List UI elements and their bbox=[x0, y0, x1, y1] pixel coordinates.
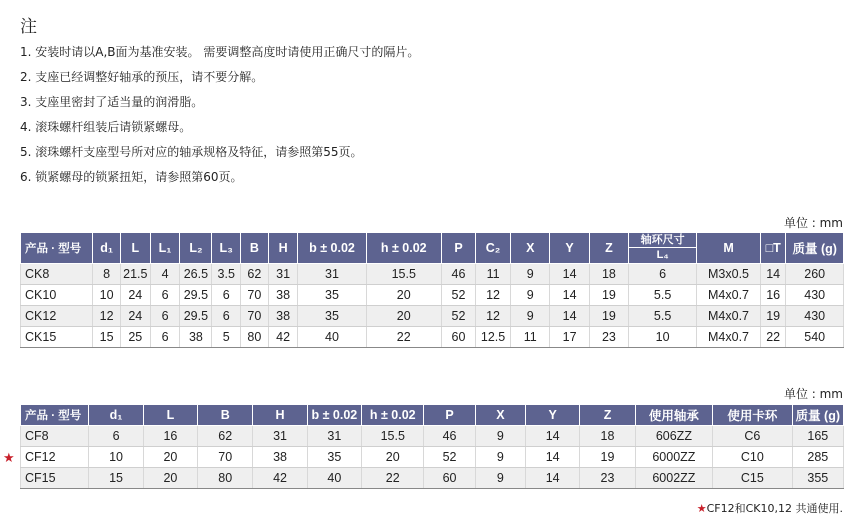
column-header: Y bbox=[526, 405, 580, 426]
column-header: L bbox=[143, 405, 197, 426]
model-cell: CF12 bbox=[21, 447, 89, 468]
table2-unit-label: 单位 : mm bbox=[783, 387, 843, 401]
note-item: 2. 支座已经调整好轴承的预压，请不要分解。 bbox=[20, 70, 264, 84]
table-cell: 9 bbox=[475, 426, 525, 447]
table-cell: 35 bbox=[298, 285, 366, 306]
table-cell: 16 bbox=[760, 285, 786, 306]
table-cell: 31 bbox=[298, 264, 366, 285]
column-header: Y bbox=[550, 233, 589, 264]
table-cell: 10 bbox=[93, 285, 121, 306]
table-cell: 22 bbox=[760, 327, 786, 348]
table-cell: 20 bbox=[143, 447, 197, 468]
table-cell: 62 bbox=[198, 426, 253, 447]
table-cell: 19 bbox=[760, 306, 786, 327]
table-cell: 22 bbox=[366, 327, 441, 348]
table-cell: 260 bbox=[786, 264, 844, 285]
model-cell: CK15 bbox=[21, 327, 93, 348]
table-cell: 5.5 bbox=[629, 285, 697, 306]
table-cell: 23 bbox=[589, 327, 628, 348]
column-header: 使用轴承 bbox=[635, 405, 712, 426]
column-header: X bbox=[511, 233, 550, 264]
column-header: Z bbox=[589, 233, 628, 264]
column-header-group-label: 轴环尺寸 bbox=[629, 233, 696, 248]
column-header: 质量 (g) bbox=[792, 405, 843, 426]
table-cell: 18 bbox=[580, 426, 635, 447]
table-cell: 52 bbox=[424, 447, 475, 468]
table-cell: C6 bbox=[713, 426, 792, 447]
table-cell: 14 bbox=[550, 306, 589, 327]
table-cell: 31 bbox=[268, 264, 298, 285]
table-cell: 14 bbox=[550, 264, 589, 285]
table-cell: 4 bbox=[150, 264, 180, 285]
column-header: X bbox=[475, 405, 525, 426]
table-cell: 9 bbox=[511, 306, 550, 327]
table-cell: 40 bbox=[298, 327, 366, 348]
note-item: 3. 支座里密封了适当量的润滑脂。 bbox=[20, 95, 204, 109]
model-cell: CK12 bbox=[21, 306, 93, 327]
table-cell: 52 bbox=[442, 306, 476, 327]
table-cell: 26.5 bbox=[180, 264, 212, 285]
table-cell: 15 bbox=[89, 468, 143, 489]
table-cell: 9 bbox=[511, 285, 550, 306]
table-cell: 52 bbox=[442, 285, 476, 306]
table-cell: 14 bbox=[526, 426, 580, 447]
table-cell: 6 bbox=[212, 306, 241, 327]
table-cell: 60 bbox=[424, 468, 475, 489]
table-cell: 606ZZ bbox=[635, 426, 712, 447]
table-cell: 70 bbox=[241, 306, 269, 327]
table-header-row bbox=[21, 405, 844, 426]
table-cell: 12 bbox=[476, 285, 511, 306]
column-header: P bbox=[442, 233, 476, 264]
column-header: b ± 0.02 bbox=[298, 233, 366, 264]
table-cell: 40 bbox=[307, 468, 361, 489]
column-header: B bbox=[198, 405, 253, 426]
note-item: 4. 滚珠螺杆组装后请锁紧螺母。 bbox=[20, 120, 192, 134]
table-cell: 14 bbox=[526, 447, 580, 468]
table-cell: 20 bbox=[366, 306, 441, 327]
table-cell: 430 bbox=[786, 306, 844, 327]
table-cell: 20 bbox=[143, 468, 197, 489]
table-cell: 3.5 bbox=[212, 264, 241, 285]
table-cell: 11 bbox=[476, 264, 511, 285]
table-cell: 31 bbox=[307, 426, 361, 447]
table-cell: 12 bbox=[93, 306, 121, 327]
table-row bbox=[21, 264, 844, 285]
table-cell: 38 bbox=[268, 306, 298, 327]
column-header: L₃ bbox=[212, 233, 241, 264]
ck-spec-table bbox=[20, 232, 844, 348]
column-header: □T bbox=[760, 233, 786, 264]
table-cell: 16 bbox=[143, 426, 197, 447]
table-cell: 6 bbox=[150, 285, 180, 306]
table-cell: 29.5 bbox=[180, 306, 212, 327]
column-header: M bbox=[697, 233, 761, 264]
table-cell: 430 bbox=[786, 285, 844, 306]
table-cell: 20 bbox=[366, 285, 441, 306]
table-cell: 5 bbox=[212, 327, 241, 348]
note-item: 5. 滚珠螺杆支座型号所对应的轴承规格及特征，请参照第55页。 bbox=[20, 145, 363, 159]
table-cell: M4x0.7 bbox=[697, 327, 761, 348]
column-header: d₁ bbox=[93, 233, 121, 264]
table-cell: 35 bbox=[298, 306, 366, 327]
column-header: H bbox=[268, 233, 298, 264]
table-cell: 19 bbox=[589, 306, 628, 327]
column-header: d₁ bbox=[89, 405, 143, 426]
table-cell: C15 bbox=[713, 468, 792, 489]
table-cell: 11 bbox=[511, 327, 550, 348]
table-cell: 17 bbox=[550, 327, 589, 348]
table-row bbox=[21, 447, 844, 468]
note-item: 1. 安装时请以A,B面为基准安装。 需要调整高度时请使用正确尺寸的隔片。 bbox=[20, 45, 420, 59]
table-cell: 6 bbox=[212, 285, 241, 306]
table-cell: 29.5 bbox=[180, 285, 212, 306]
table-cell: M4x0.7 bbox=[697, 306, 761, 327]
table-cell: 12 bbox=[476, 306, 511, 327]
table-cell: M4x0.7 bbox=[697, 285, 761, 306]
table-cell: M3x0.5 bbox=[697, 264, 761, 285]
red-star-icon: ★ bbox=[696, 502, 707, 515]
table-cell: 24 bbox=[120, 285, 150, 306]
table-row bbox=[21, 468, 844, 489]
table-cell: 46 bbox=[424, 426, 475, 447]
column-header: P bbox=[424, 405, 475, 426]
cf-spec-table bbox=[20, 404, 844, 489]
table-cell: 18 bbox=[589, 264, 628, 285]
footnote-text: CF12和CK10,12 共通使用. bbox=[706, 502, 843, 515]
table-cell: 70 bbox=[198, 447, 253, 468]
column-header bbox=[629, 233, 697, 264]
table-cell: 8 bbox=[93, 264, 121, 285]
table-body bbox=[21, 264, 844, 348]
table-cell: 24 bbox=[120, 306, 150, 327]
table-cell: 6 bbox=[629, 264, 697, 285]
column-header: 产品 · 型号 bbox=[21, 405, 89, 426]
table-cell: 19 bbox=[589, 285, 628, 306]
table-cell: 9 bbox=[475, 447, 525, 468]
table-cell: 38 bbox=[180, 327, 212, 348]
table-cell: 10 bbox=[629, 327, 697, 348]
column-header: b ± 0.02 bbox=[307, 405, 361, 426]
table-cell: 12.5 bbox=[476, 327, 511, 348]
footnote bbox=[697, 500, 843, 516]
column-header: h ± 0.02 bbox=[366, 233, 441, 264]
table-cell: 19 bbox=[580, 447, 635, 468]
model-cell: CK8 bbox=[21, 264, 93, 285]
table-cell: 14 bbox=[526, 468, 580, 489]
model-cell: CF8 bbox=[21, 426, 89, 447]
column-header: 产品 · 型号 bbox=[21, 233, 93, 264]
table-cell: 20 bbox=[362, 447, 424, 468]
table-row bbox=[21, 327, 844, 348]
column-header: H bbox=[253, 405, 307, 426]
table-cell: 21.5 bbox=[120, 264, 150, 285]
column-header: L bbox=[120, 233, 150, 264]
table-cell: 62 bbox=[241, 264, 269, 285]
model-cell: CK10 bbox=[21, 285, 93, 306]
column-header-sub-label: L₄ bbox=[656, 249, 669, 261]
column-header: L₂ bbox=[180, 233, 212, 264]
column-header: B bbox=[241, 233, 269, 264]
column-header: Z bbox=[580, 405, 635, 426]
table-cell: 15.5 bbox=[366, 264, 441, 285]
notes-list bbox=[20, 40, 419, 190]
table-cell: 42 bbox=[268, 327, 298, 348]
table-cell: 38 bbox=[268, 285, 298, 306]
table-cell: 6002ZZ bbox=[635, 468, 712, 489]
table-cell: 25 bbox=[120, 327, 150, 348]
column-header: 使用卡环 bbox=[713, 405, 792, 426]
table-cell: 38 bbox=[253, 447, 307, 468]
table-cell: 6 bbox=[150, 327, 180, 348]
table-cell: 42 bbox=[253, 468, 307, 489]
model-cell: CF15 bbox=[21, 468, 89, 489]
table-cell: 60 bbox=[442, 327, 476, 348]
table-cell: 80 bbox=[198, 468, 253, 489]
table-cell: 6000ZZ bbox=[635, 447, 712, 468]
table-header-row bbox=[21, 233, 844, 264]
table-cell: 14 bbox=[550, 285, 589, 306]
column-header: C₂ bbox=[476, 233, 511, 264]
table-body bbox=[21, 426, 844, 489]
table-cell: 46 bbox=[442, 264, 476, 285]
table1-unit-label: 单位 : mm bbox=[783, 216, 843, 230]
table-cell: 23 bbox=[580, 468, 635, 489]
table-row bbox=[21, 426, 844, 447]
column-header: 质量 (g) bbox=[786, 233, 844, 264]
table-cell: 6 bbox=[150, 306, 180, 327]
table-cell: 15.5 bbox=[362, 426, 424, 447]
table-row bbox=[21, 306, 844, 327]
table-cell: 540 bbox=[786, 327, 844, 348]
red-star-icon: ★ bbox=[3, 451, 15, 466]
table-cell: 70 bbox=[241, 285, 269, 306]
table-cell: 10 bbox=[89, 447, 143, 468]
table-cell: 9 bbox=[475, 468, 525, 489]
note-item: 6. 锁紧螺母的锁紧扭矩，请参照第60页。 bbox=[20, 170, 243, 184]
column-header: L₁ bbox=[150, 233, 180, 264]
table-cell: 6 bbox=[89, 426, 143, 447]
table-cell: 14 bbox=[760, 264, 786, 285]
table-cell: 22 bbox=[362, 468, 424, 489]
table-cell: 5.5 bbox=[629, 306, 697, 327]
table-cell: 15 bbox=[93, 327, 121, 348]
table-cell: 35 bbox=[307, 447, 361, 468]
table-cell: 9 bbox=[511, 264, 550, 285]
table-cell: 355 bbox=[792, 468, 843, 489]
table-cell: C10 bbox=[713, 447, 792, 468]
column-header: h ± 0.02 bbox=[362, 405, 424, 426]
table-cell: 80 bbox=[241, 327, 269, 348]
page-title: 注 bbox=[20, 17, 37, 37]
table-cell: 285 bbox=[792, 447, 843, 468]
table-cell: 31 bbox=[253, 426, 307, 447]
table-row bbox=[21, 285, 844, 306]
table-cell: 165 bbox=[792, 426, 843, 447]
